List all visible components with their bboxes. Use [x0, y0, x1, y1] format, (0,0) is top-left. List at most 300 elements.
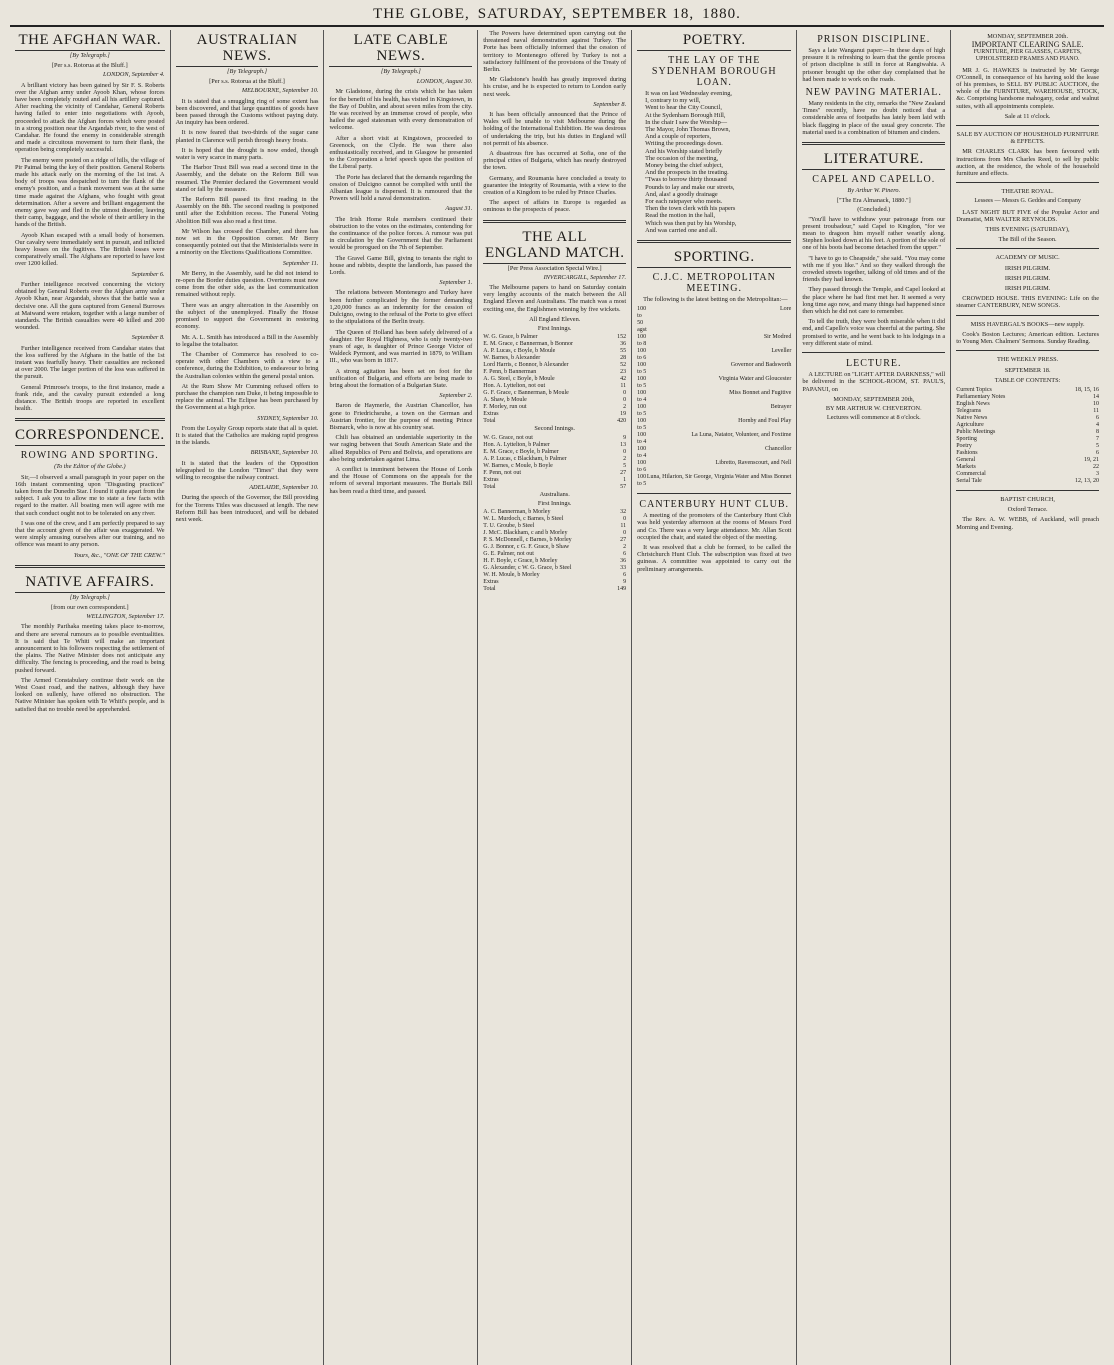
contents-row-cell: Sporting	[956, 435, 977, 442]
contents-row-cell: Native News	[956, 414, 988, 421]
contents-row-cell: Serial Tale	[956, 477, 982, 484]
story-paragraph: "You'll have to withdraw your patronage from our present troubadour," said Capel to Kingdon, "for we mean to dragoon him myself rather wearily along. Stephen looked down at his feet. A portion of the sole of one of his boots had become detached from the upper."	[802, 215, 946, 252]
afghan-meta: [Per s.s. Rotorua at the Bluff.]	[51, 62, 128, 70]
batsman-row-cell: 152	[617, 334, 627, 341]
cable-dateline: September 1.	[439, 279, 473, 287]
betting-row	[637, 446, 791, 460]
ad-date: MONDAY, SEPTEMBER 20th.	[987, 33, 1069, 40]
contents-row-cell: 3	[1096, 470, 1100, 477]
contents-row	[956, 401, 1099, 408]
batsman-row	[483, 435, 626, 442]
poem-line: Writing the proceedings down.	[645, 140, 723, 148]
batsman-row	[483, 456, 626, 463]
poem-line: I, contrary to my will,	[645, 97, 701, 105]
batsman-row-cell: 2	[623, 455, 627, 462]
batsman-row-cell: F. Morley, run out	[483, 404, 527, 411]
batsman-row-cell: Lord Harris, c Bonnor, b Alexander	[483, 362, 569, 369]
academy-body: CROWDED HOUSE. THIS EVENING: Life on the steamer CANTERBURY, NEW SONGS.	[956, 295, 1100, 310]
betting-row-cell: Governor and Badsworth	[730, 362, 792, 369]
australian-dateline: SYDNEY, September 10.	[257, 414, 319, 422]
batsman-row-cell: 33	[620, 564, 627, 571]
all-england-heading: THE ALL ENGLAND MATCH.	[483, 229, 626, 264]
scorecard-table-1	[483, 334, 626, 418]
batsman-row-cell: 11	[620, 383, 627, 390]
story-author: By Arthur W. Pinero.	[847, 187, 901, 195]
ad-title: SALE BY AUCTION OF HOUSEHOLD FURNITURE & EFFECTS.	[956, 131, 1099, 146]
masthead-date: SATURDAY, SEPTEMBER 18,	[477, 6, 695, 22]
prison-paragraph: Says a late Wanganui paper:—In these days of high pressure it is refreshing to learn that the gentle process of prison discipline is still in force at Rangiwahia. A prisoner brought up the other day complained that he had been made to work on the roads.	[802, 47, 946, 83]
australian-paragraph: The Reform Bill passed its first reading in the Assembly on the 8th. The second reading is postponed until after the Exhibition recess. The Funeral Voting Abolition Bill was also read a first time.	[175, 196, 319, 225]
contents-row	[956, 387, 1099, 394]
batsman-row-cell: 27	[620, 536, 627, 543]
masthead	[10, 6, 1104, 27]
contents-row-cell: 22	[1093, 463, 1100, 470]
cable-sub: [By Telegraph.]	[380, 68, 421, 75]
batsman-row	[483, 509, 626, 516]
betting-row	[637, 390, 791, 404]
betting-row	[637, 376, 791, 390]
correspondence-paragraph: Sir,—I observed a small paragraph in your paper on the 16th instant commenting upon "Disgusting practices" taken from the Dunedin Star. I found it quite apart from the subject. I ask you to allow me to state a few facts with regard to the matter. All boating men will agree with me that such conduct ought not to be tolerated on any river.	[15, 473, 165, 517]
native-sub: [By Telegraph.]	[69, 593, 110, 601]
betting-table	[637, 306, 791, 488]
late-cable-heading: LATE CABLE NEWS.	[329, 32, 472, 67]
books-title: MISS HAVERGAL'S BOOKS—new supply.	[970, 320, 1085, 328]
native-paragraph: The monthly Parihaka meeting takes place to-morrow, and there are several rumours as to possible eventualities. It is said that Te Whiti will make an important announcement to his followers respecting the settlement of the plains. The Native Minister does not anticipate any difficulty. The fencing is proceeding, and the road is being pushed forward.	[15, 623, 165, 674]
cable-paragraph: The aspect of affairs in Europe is regarded as ominous to the prospects of peace.	[483, 199, 627, 214]
cable-dateline: August 31.	[445, 205, 473, 213]
poem-line: It was on last Wednesday evening,	[645, 90, 732, 97]
betting-row	[637, 362, 791, 376]
australian-paragraph: During the speech of the Governor, the Bill providing for the Torrens Titles was discussed at length. The new Reform Bill has been introduced, and will be debated next week.	[175, 494, 319, 523]
scorecard-table-2	[483, 435, 626, 484]
australian-paragraph: Mr Wilson has crossed the Chamber, and there has now set in the Opposition corner. Mr Berry consequently pointed out that the Ministerialists were in a minority on the Elections Qualifications Committee.	[175, 227, 319, 257]
batsman-row-cell: 36	[620, 341, 627, 348]
batsman-row-cell: 6	[623, 550, 627, 557]
cable-paragraph: A conflict is imminent between the House of Lords and the House of Commons on the appeals for the reform of several important measures. The Burials Bill has been read a third time, and passed.	[329, 465, 473, 495]
afghan-paragraph: Ayoob Khan escaped with a small body of horsemen. Our cavalry were immediately sent in pursuit, and inflicted heavy losses on the fugitives. The British losses were comparatively small. The Afghans are reported to have lost over 1200 killed.	[15, 231, 165, 268]
cable-paragraph: A disastrous fire has occurred at Sofia, one of the principal cities of Bulgaria, which has nearly destroyed the town.	[483, 150, 627, 172]
australian-paragraph: It is now feared that two-thirds of the sugar cane planted in Clarence will perish through heavy frosts.	[175, 129, 319, 144]
batsman-row-cell: 0	[623, 397, 627, 404]
australian-news-heading: AUSTRALIAN NEWS.	[176, 32, 319, 67]
batsman-row-cell: T. U. Groube, b Steel	[483, 522, 535, 529]
batsman-row-cell: 52	[620, 362, 627, 369]
cable-dateline: LONDON, August 30.	[416, 78, 473, 86]
native-affairs-heading: NATIVE AFFAIRS.	[15, 574, 165, 593]
batsman-row-cell: 42	[620, 376, 627, 383]
cable-paragraph: It has been officially announced that the Prince of Wales will be unable to visit Melbourne during the holding of the International Exhibition. He was desirous of undertaking the trip, but his duties in England will not permit of his absence.	[483, 111, 627, 147]
batsman-row-cell: G. F. Grace, c Bannerman, b Moule	[483, 390, 569, 397]
lecture-speaker: BY MR ARTHUR W. CHEVERTON.	[825, 404, 922, 412]
poem-body	[637, 90, 791, 234]
weekly-press-toc-head: TABLE OF CONTENTS:	[994, 376, 1061, 384]
ad-title: IMPORTANT CLEARING SALE.	[971, 40, 1084, 50]
batsman-row-cell: A. C. Bannerman, b Morley	[483, 508, 551, 515]
afghan-paragraph: Further intelligence received from Candahar states that the loss suffered by the Afghans in the battle of the 1st instant was fearfully heavy. Their casualties are reckoned at over 2000. The larger portion of the loss was suffered in the pursuit.	[15, 344, 165, 381]
afghan-paragraph: The enemy were posted on a ridge of hills, the village of Pir Paimal being the key of their position. General Roberts made his attack early on the morning of the 1st inst. A body of troops was despatched to turn the flank of the enemy's position, and a frank movement was at the same time made against the Afghans, who fought with great determination. After a severe and brilliant engagement the enemy gave way and fled in the utmost disorder, leaving their camp, baggage, and the whole of their artillery in the hands of the British.	[15, 156, 165, 229]
batsman-row-cell: A. P. Lucas, c Blackham, b Palmer	[483, 455, 567, 462]
australian-paragraph: It is stated that a smuggling ring of some extent has been discovered, and that large quantities of goods have been passed through the Customs without paying duty. An inquiry has been ordered.	[175, 97, 319, 127]
cable-paragraph: The relations between Montenegro and Turkey have been further complicated by the former demanding 1,20,000 francs as an indemnity for the cession of Dulcigno, owing to the refusal of the Porte to give effect to the stipulations of the Berlin treaty.	[329, 289, 473, 326]
batsman-row	[483, 477, 626, 484]
academy-line: IRISH PILGRIM.	[1004, 274, 1051, 282]
cable-paragraph: The Irish Home Rule members continued their obstruction to the votes on the estimates, contending for the continuance of the police forces. A rumour was put in circulation by the Government that the Parliament would be prorogued on the 7th of September.	[329, 215, 473, 252]
poem-line: The occasion of the meeting,	[645, 154, 719, 162]
correspondence-heading: CORRESPONDENCE.	[15, 427, 165, 446]
batsman-row-cell: W. Barnes, c Moule, b Boyle	[483, 462, 553, 469]
scorecard-innings: First Innings.	[537, 499, 572, 507]
betting-row-cell: 100 to 5	[637, 474, 647, 488]
contents-row-cell: 12, 13, 20	[1075, 477, 1100, 484]
scorecard-total: Total 57	[483, 483, 627, 490]
contents-row-cell: General	[956, 456, 976, 463]
divider	[637, 493, 791, 494]
betting-row-cell: Luna, Hilarion, Sir George, Virginia Water and Miss Bonnet	[646, 474, 792, 481]
batsman-row-cell: 13	[620, 441, 627, 448]
batsman-row	[483, 411, 626, 418]
australian-paragraph: The Harbor Trust Bill was read a second time in the Assembly, and the debate on the Reform Bill was resumed. The Premier declared the Government would stand or fall by the measure.	[175, 164, 319, 193]
lecture-heading: LECTURE.	[846, 358, 902, 370]
books-body: Cook's Boston Lectures; American edition. Lectures to Young Men. Chalmers' Sermons. Sunday Reading.	[956, 330, 1100, 346]
masthead-title: THE GLOBE,	[373, 6, 470, 22]
batsman-row-cell: 11	[620, 522, 627, 529]
poetry-heading: POETRY.	[637, 32, 791, 51]
scorecard-total: Total 149	[483, 585, 627, 592]
batsman-row-cell: Extras	[483, 411, 499, 418]
cable-paragraph: Baron de Haymerle, the Austrian Chancellor, has gone to Friedrichsruhe, a town on the German and Austrian frontier, for the purpose of meeting Prince Bismarck, who is now at his country seat.	[329, 402, 473, 431]
betting-row-cell: 100 to 6	[637, 460, 647, 474]
lecture-date: MONDAY, SEPTEMBER 20th,	[833, 395, 915, 403]
theatre-bill: The Bill of the Season.	[998, 236, 1057, 244]
column-7	[951, 30, 1104, 1365]
theatre-body: LAST NIGHT BUT FIVE of the Popular Actor and Dramatist, MR WALTER REYNOLDS.	[956, 208, 1100, 223]
contents-row-cell: 5	[1096, 442, 1100, 449]
batsman-row	[483, 355, 626, 362]
poem-line: For each ratepayer who meets.	[645, 198, 723, 206]
batsman-row	[483, 537, 626, 544]
batsman-row	[483, 397, 626, 404]
betting-row-cell: 100 to 5	[637, 362, 647, 376]
batsman-row-cell: 28	[620, 355, 627, 362]
story-paragraph: To tell the truth, they were both miserable when it did end, and Capello's voice was cheerful at the parting. She promised to write, and he went back to his lodgings in a very different state of mind.	[802, 318, 946, 347]
batsman-row	[483, 470, 626, 477]
poem-line: And his Worship stated briefly	[645, 147, 723, 155]
metropolitan-heading: C.J.C. METROPOLITAN MEETING.	[652, 272, 776, 295]
batsman-row-cell: E. M. Grace, c Bannerman, b Bonnor	[483, 341, 573, 348]
divider	[956, 315, 1099, 316]
betting-row-cell: Leveller	[771, 348, 792, 355]
batsman-row	[483, 442, 626, 449]
australian-paragraph: Mr. A. L. Smith has introduced a Bill in the Assembly to legalise the totalisator.	[175, 333, 319, 348]
contents-row-cell: Poetry	[956, 442, 972, 449]
divider	[956, 248, 1099, 249]
divider	[956, 125, 1099, 126]
ad-sale-time: Sale at 11 o'clock.	[1004, 112, 1051, 120]
australian-paragraph: From the Loyalty Group reports state that all is quiet. It is stated that the Catholics are making rapid progress in the islands.	[175, 424, 319, 447]
batsman-row	[483, 383, 626, 390]
betting-row-cell: 100 to 5	[637, 376, 647, 390]
betting-row-cell: Libretto, Ravenscourt, and Nell	[715, 460, 792, 467]
batsman-row-cell: W. H. Moule, b Morley	[483, 571, 540, 578]
poem-line: And a couple of reporters,	[645, 133, 712, 141]
betting-row-cell: Hornby and Foul Play	[738, 418, 792, 425]
betting-row-cell: Betrayer	[770, 404, 792, 411]
story-concluded: (Concluded.)	[857, 206, 891, 214]
batsman-row	[483, 463, 626, 470]
prison-discipline-heading: PRISON DISCIPLINE.	[817, 34, 931, 45]
batsman-row	[483, 544, 626, 551]
story-paragraph: They passed through the Temple, and Capel looked at the place where he had first met her. It seemed a very long time ago now, and many things had happened since then which he did not care to remember.	[802, 286, 946, 316]
batsman-row-cell: E. M. Grace, c Boyle, b Palmer	[483, 448, 559, 455]
cable-paragraph: Chili has obtained an undeniable superiority in the war raging between that South American State and the allied Republics of Peru and Bolivia, and operations are also being undertaken against Lima.	[329, 434, 473, 463]
contents-row	[956, 408, 1099, 415]
australian-dateline: BRISBANE, September 10.	[250, 449, 319, 457]
columns	[10, 30, 1104, 1365]
contents-row-cell: Agriculture	[956, 421, 984, 428]
batsman-row	[483, 565, 626, 572]
sporting-paragraph: The following is the latest betting on the Metropolitan:—	[643, 296, 788, 304]
betting-row	[637, 474, 791, 488]
betting-row	[637, 460, 791, 474]
batsman-row-cell: H. F. Boyle, c Grace, b Morley	[483, 557, 558, 564]
batsman-row	[483, 404, 626, 411]
column-4	[478, 30, 632, 1365]
cable-paragraph: The Powers have determined upon carrying out the threatened naval demonstration against Turkey. The Porte has been officially informed that the cession of territory to Montenegro offered by Turkey is not a satisfactory fulfilment of the provisions of the Treaty of Berlin.	[483, 30, 627, 74]
divider	[802, 142, 945, 145]
poem-line: Which was then put by his Worship,	[645, 219, 737, 227]
divider	[956, 490, 1099, 491]
contents-row	[956, 415, 1099, 422]
australian-paragraph: There was an angry altercation in the Assembly on the subject of the unemployed. Finally the House promised to support the Government in restoring economy.	[175, 301, 319, 331]
weekly-press-title: THE WEEKLY PRESS.	[997, 356, 1059, 364]
betting-row-cell: 100 to 5	[637, 418, 647, 432]
batsman-row	[483, 376, 626, 383]
cable-paragraph: Mr Gladstone's health has greatly improved during his cruise, and he is expected to return to London early next week.	[483, 76, 627, 98]
batsman-row-cell: 23	[620, 369, 627, 376]
baptist-church-title: BAPTIST CHURCH,	[1000, 495, 1056, 503]
poem-line: "Twas to borrow thirty thousand	[645, 176, 727, 184]
contents-row-cell: Telegrams	[956, 407, 982, 414]
story-paragraph: "I have to go to Cheapside," she said. "You may come with me if you like." And so they walked through the crowded streets together, talking of old times and of the friends they had known.	[802, 254, 946, 284]
masthead-year: 1880.	[702, 6, 741, 22]
batsman-row-cell: F. Penn, b Bannerman	[483, 369, 537, 376]
poem-line: Went to hear the City Council,	[645, 104, 722, 112]
contents-row	[956, 478, 1099, 485]
story-source: ["The Era Almanack, 1880."]	[836, 197, 911, 205]
batsman-row	[483, 348, 626, 355]
hunt-paragraph: It was resolved that a club be formed, to be called the Christchurch Hunt Club. The subscription was fixed at two guineas. A committee was appointed to carry out the preliminary arrangements.	[637, 544, 792, 573]
contents-row	[956, 471, 1099, 478]
column-2	[171, 30, 325, 1365]
academy-line: IRISH PILGRIM.	[1004, 264, 1051, 272]
australian-meta: [Per s.s. Rotorua at the Bluff.]	[209, 78, 285, 86]
paving-paragraph: Many residents in the city, remarks the "New Zealand Times" recently, have no doubt noticed that a considerable area of footpaths has lately been laid with black flagging in place of the usual grey concrete. The material used is a combination of bitumen and cinders.	[802, 100, 946, 136]
batsman-row-cell: 2	[623, 543, 627, 550]
contents-row-cell: Parliamentary Notes	[956, 393, 1006, 400]
batsman-row-cell: G. Alexander, c W. G. Grace, b Steel	[483, 564, 572, 571]
theatre-lessee: Lessees — Messrs G. Geddes and Company	[974, 198, 1081, 205]
paving-heading: NEW PAVING MATERIAL.	[805, 87, 942, 99]
scorecard-table-3	[483, 509, 626, 586]
batsman-row-cell: W. Barnes, b Alexander	[483, 355, 541, 362]
batsman-row-cell: Hon. A. Lyttelton, b Palmer	[483, 441, 550, 448]
hunt-paragraph: A meeting of the promoters of the Canterbury Hunt Club was held yesterday afternoon at the rooms of Messrs Ford and Co. There was a very large attendance. Mr. Allan Scott occupied the chair, and stated the object of the meeting.	[637, 512, 792, 541]
poem-line: Money being the chief subject,	[645, 162, 723, 170]
poem-line: Then the town clerk with his papers	[645, 205, 736, 213]
australian-dateline: September 11.	[282, 259, 319, 267]
cable-paragraph: Mr Gladstone, during the crisis which he has taken for the benefit of his health, has visited in Kingstown, in the Bay of Dublin, and about seven miles from the city. He was received by an immense crowd of people, who hailed the aged statesman with every demonstration of welcome.	[329, 88, 473, 132]
divider	[956, 350, 1099, 351]
australian-paragraph: Mr Berry, in the Assembly, said he did not intend to re-open the Border duties question. Overtures must now come from the other side, as the last communication remained without reply.	[175, 269, 319, 299]
batsman-row	[483, 572, 626, 579]
lecture-paragraph: A LECTURE on "LIGHT AFTER DARKNESS," will be delivered in the SCHOOL-ROOM, ST. PAUL'S, PAPANUI, on	[802, 371, 946, 393]
cable-paragraph: A strong agitation has been set on foot for the unification of Bulgaria, and efforts are being made to bring about the formation of a Bulgarian State.	[329, 367, 473, 389]
correspondence-title: ROWING AND SPORTING.	[20, 450, 159, 462]
batsman-row-cell: Extras	[483, 476, 499, 483]
betting-row	[637, 404, 791, 418]
sporting-heading: SPORTING.	[637, 249, 791, 268]
contents-row-cell: Fashions	[956, 449, 978, 456]
batsman-row-cell: 27	[620, 469, 627, 476]
betting-row	[637, 348, 791, 362]
contents-row-cell: 11	[1093, 407, 1100, 414]
batsman-row-cell: W. G. Grace, b Palmer	[483, 334, 538, 341]
batsman-row-cell: 32	[620, 508, 627, 515]
batsman-row-cell: W. L. Murdoch, c Barnes, b Steel	[483, 515, 564, 522]
betting-row	[637, 334, 791, 348]
batsman-row	[483, 449, 626, 456]
afghan-paragraph: General Primrose's troops, to the first instance, made a frank ride, and the cavalry pursuit extended a long distance. The British troops are reported in excellent health.	[15, 383, 165, 413]
batsman-row	[483, 334, 626, 341]
australian-sub: [By Telegraph.]	[227, 68, 268, 75]
baptist-body: The Rev. A. W. WEBB, of Auckland, will preach Morning and Evening.	[956, 516, 1100, 531]
poem-line: The Mayor, John Thomas Brown,	[645, 126, 731, 134]
contents-row-cell: Current Topics	[956, 386, 992, 393]
cable-paragraph: Germany, and Roumania have concluded a treaty to guarantee the integrity of Roumania, with a view to the creation of a Kingdom to be ruled by Prince Charles.	[483, 174, 627, 197]
contents-row-cell: English News	[956, 400, 990, 407]
cable-paragraph: The Gravel Game Bill, giving to tenants the right to house and rabbits, despite the landlords, has passed the Lords.	[329, 254, 473, 277]
poem-line: And the prospects in the treating.	[645, 169, 729, 177]
divider	[15, 418, 165, 421]
poem-line: At the Sydenham Borough Hill,	[645, 111, 726, 119]
betting-row-cell: 100 to 5	[637, 404, 647, 418]
betting-row-cell: Lore	[780, 306, 792, 313]
betting-row-cell: Virginia Water and Gloucester	[718, 376, 792, 383]
batsman-row-cell: A. P. Lucas, c Boyle, b Moule	[483, 348, 556, 355]
match-meta: [Per Press Association Special Wire.]	[507, 264, 602, 272]
contents-row-cell: 6	[1096, 414, 1100, 421]
scorecard-total-value: 420	[617, 418, 627, 425]
contents-row-cell: 6	[1096, 449, 1100, 456]
batsman-row-cell: Extras	[483, 578, 499, 585]
batsman-row-cell: 0	[623, 448, 627, 455]
batsman-row-cell: Hon. A. Lyttelton, not out	[483, 383, 546, 390]
correspondence-paragraph: I was one of the crew, and I am perfectly prepared to say that the account given of the affair was exaggerated. We were simply amusing ourselves after our training, and no offence was meant to any person.	[15, 519, 165, 549]
story-title: CAPEL AND CAPELLO.	[812, 174, 936, 186]
literature-heading: LITERATURE.	[802, 151, 945, 170]
scorecard-total-value: 149	[617, 585, 627, 592]
australian-paragraph: It is hoped that the drought is now ended, though water is very scarce in many parts.	[175, 146, 319, 162]
scorecard-total-value: 57	[620, 483, 627, 490]
betting-row-cell: Miss Bonnet and Fugitive	[729, 390, 792, 397]
lecture-time: Lectures will commence at 8 o'clock.	[826, 414, 921, 422]
contents-row	[956, 429, 1099, 436]
betting-row	[637, 418, 791, 432]
contents-row-cell: Markets	[956, 463, 976, 470]
poem-line: Pounds to lay and make our streets,	[645, 183, 735, 191]
cable-dateline: September 8.	[593, 100, 627, 108]
batsman-row-cell: 55	[620, 348, 627, 355]
ad-body: MR CHARLES CLARK has been favoured with instructions from Mrs Charles Reed, to sell by public auction, at the residence, the whole of the household furniture and effects.	[956, 148, 1100, 178]
betting-row-cell: La Luna, Natator, Volunteer, and Foxtime	[691, 432, 792, 439]
batsman-row-cell: 19	[620, 411, 627, 418]
column-5	[632, 30, 797, 1365]
betting-row-cell: 100 to 4	[637, 390, 647, 404]
contents-row-cell: 14	[1093, 393, 1100, 400]
batsman-row	[483, 558, 626, 565]
correspondence-signature: Yours, &c., "ONE OF THE CREW."	[73, 551, 165, 559]
batsman-row-cell: 0	[623, 515, 627, 522]
cable-paragraph: The Queen of Holland has been safely delivered of a daughter. Her Royal Highness, who is only twenty-two years of age, is daughter of Prince George Victor of Waldeck Pyrmont, and was married in 1879, to William III., who was born in 1817.	[329, 328, 473, 365]
ad-body: MR J. G. HAWKES is instructed by Mr George O'Connell, in consequence of his having sold the lease of his premises, to SELL BY PUBLIC AUCTION, the whole of the FURNITURE, WAREHOUSE, STOCK, &c. Comprising handsome mahogany, cedar and walnut suites, with all appointments complete.	[956, 66, 1100, 110]
scorecard-team: All England Eleven.	[529, 315, 581, 323]
academy-line: IRISH PILGRIM.	[1004, 285, 1051, 293]
afghan-war-heading: THE AFGHAN WAR.	[15, 32, 165, 51]
batsman-row	[483, 369, 626, 376]
batsman-row	[483, 579, 626, 586]
batsman-row	[483, 341, 626, 348]
batsman-row-cell: J. McC. Blackham, c and b Morley	[483, 529, 568, 536]
batsman-row	[483, 530, 626, 537]
contents-row-cell: Public Meetings	[956, 428, 996, 435]
batsman-row-cell: 1	[623, 476, 627, 483]
contents-row-cell: 10	[1093, 400, 1100, 407]
poem-line: Read the motion in the hall,	[645, 212, 716, 220]
afghan-paragraph: A brilliant victory has been gained by Sir F. S. Roberts over the Afghan army under Ayoob Khan, whose forces have been completely routed and all his artillery captured. After reaching the vicinity of Candahar, General Roberts having failed to enter into negotiations with Ayoob, proceeded to attack the Afghan forces which were posted in a strong position near the Argandab river, to the west of Candahar. He found the enemy in considerable strength and made a circuitous movement to turn their flank, the operation being completely successful.	[15, 81, 165, 154]
contents-row	[956, 450, 1099, 457]
divider	[637, 240, 791, 243]
batsman-row-cell: 9	[623, 434, 627, 441]
australian-dateline: ADELAIDE, September 10.	[249, 484, 319, 492]
afghan-dateline: LONDON, September 4.	[103, 71, 165, 79]
afghan-paragraph: Further intelligence received concerning the victory obtained by General Roberts over the Afghan army under Ayoob Khan, near Argandab, shows that the battle was a decisive one. All the guns captured from General Burrows at Maiwand were retaken, together with a large number of standards. The British casualties were 40 killed and 200 wounded.	[15, 280, 165, 332]
native-meta: [from our own correspondent.]	[50, 603, 129, 611]
academy-title: ACADEMY OF MUSIC.	[995, 254, 1060, 262]
native-paragraph: The Armed Constabulary continue their work on the West Coast road, and the natives, although they have looked on sullenly, have offered no obstruction. The Native Minister has spoken with Te Whiti's people, and is satisfied that no trouble need be apprehended.	[15, 676, 165, 713]
batsman-row-cell: 6	[623, 571, 627, 578]
contents-row	[956, 394, 1099, 401]
batsman-row-cell: A. G. Steel, c Boyle, b Moule	[483, 376, 555, 383]
match-paragraph: The Melbourne papers to hand on Saturday contain very lengthy accounts of the match between the All England Eleven and Australians. The match was a most exciting one, the Englishmen winning by five wickets.	[483, 284, 627, 313]
batsman-row	[483, 390, 626, 397]
correspondence-to: (To the Editor of the Globe.)	[54, 463, 126, 471]
contents-row-cell: 4	[1096, 421, 1100, 428]
contents-row	[956, 443, 1099, 450]
contents-row	[956, 436, 1099, 443]
batsman-row	[483, 362, 626, 369]
betting-row-cell: 100 to 4	[637, 446, 647, 460]
australian-paragraph: It is stated that the leaders of the Opposition telegraphed to the London "Times" that they were willing to recognise the railway contract.	[175, 459, 319, 481]
column-1	[10, 30, 171, 1365]
batsman-row-cell: 5	[623, 462, 627, 469]
divider	[956, 182, 1099, 183]
batsman-row-cell: 9	[623, 578, 627, 585]
betting-row-cell: 100 to 4	[637, 432, 647, 446]
contents-row	[956, 457, 1099, 464]
batsman-row-cell: 0	[623, 390, 627, 397]
afghan-dateline: September 8.	[131, 334, 165, 342]
hunt-club-heading: CANTERBURY HUNT CLUB.	[639, 499, 790, 511]
